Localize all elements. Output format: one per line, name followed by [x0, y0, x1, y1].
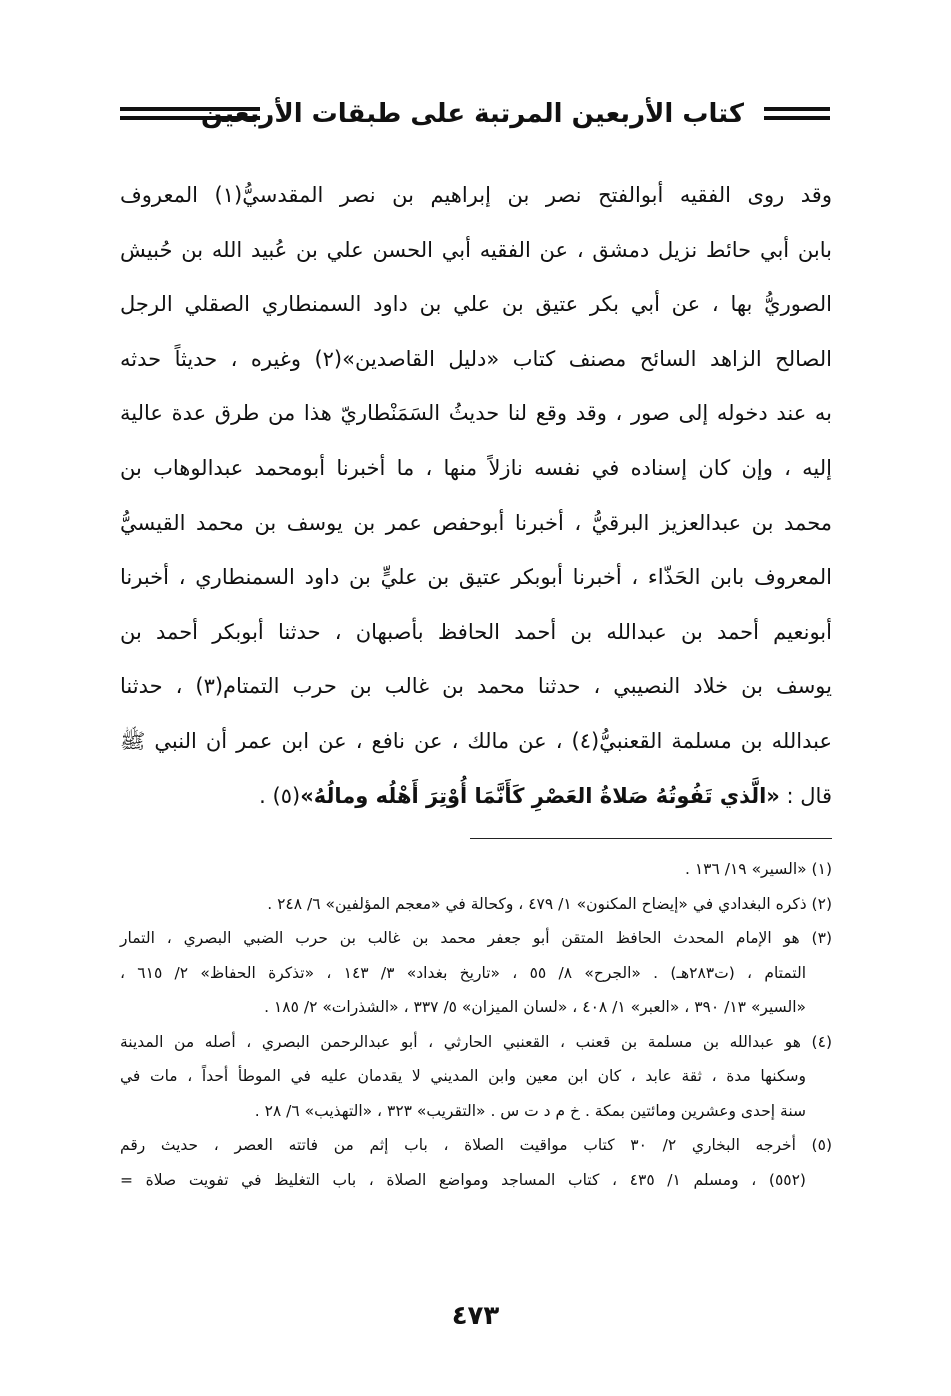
book-title: كتاب الأربعين المرتبة على طبقات الأربعين: [200, 99, 744, 129]
footnote-line: (٤) هو عبدالله بن مسلمة بن قعنب ، القعنبي الحارثي ، أبو عبدالرحمن البصري ، أصله من المدينة: [120, 1032, 832, 1051]
footnote-line: (٣) هو الإمام المحدث الحافظ المتقن أبو جعفر محمد بن غالب بن حرب الضبي البصري ، التمار: [120, 929, 832, 947]
hadith-text: «الَّذي تَفُوتُهُ صَلاةُ العَصْرِ كَأَنَّمَا أُوْتِرَ أَهْلُه ومالُهُ»: [300, 783, 780, 808]
footnote-line: (٥) أخرجه البخاري ٢/ ٣٠ كتاب مواقيت الصلاة ، باب إثم من فاتته العصر ، حديث رقم: [120, 1136, 832, 1154]
footnote-line: (٢) ذكره البغدادي في «إيضاح المكنون» ١/ ٤٧٩ ، وكحالة في «معجم المؤلفين» ٦/ ٢٤٨ .: [267, 894, 832, 913]
text-line-last: [120, 769, 832, 824]
text-line: عبدالله بن مسلمة القعنبيُّ(٤) ، عن مالك ، عن نافع ، عن ابن عمر أن النبي ﷺ: [120, 728, 833, 753]
text-line: به عند دخوله إلى صور ، وقد وقع لنا حديثُ السَمَنْطاريّ هذا من طرق عدة عالية: [120, 401, 832, 426]
footnote-separator: [470, 838, 832, 839]
text-line: الصوريُّ بها ، عن أبي بكر عتيق بن علي بن داود السمنطاري الصقلي الرجل: [120, 292, 832, 317]
footnote-line: سنة إحدى وعشرين ومائتين بمكة . خ م د ت س . «التقريب» ٣٢٣ ، «التهذيب» ٦/ ٢٨ .: [254, 1101, 806, 1120]
text-line: وقد روى الفقيه أبوالفتح نصر بن إبراهيم بن نصر المقدسيُّ(١) المعروف: [120, 183, 832, 207]
text-line: الصالح الزاهد السائح مصنف كتاب «دليل القاصدين»(٢) وغيره ، حديثاً حدثه: [120, 346, 832, 371]
footnote-line: التمتام ، (ت٢٨٣هـ) . «الجرح» ٨/ ٥٥ ، «تاريخ بغداد» ٣/ ١٤٣ ، «تذكرة الحفاظ» ٢/ ٦١٥ ،: [120, 963, 807, 982]
page-number: ٤٧٣: [451, 1301, 500, 1331]
running-header: [120, 92, 830, 142]
main-text: [120, 168, 832, 823]
header-rule-line: [764, 116, 830, 120]
footnote-line: (٥٥٢) ، ومسلم ١/ ٤٣٥ ، كتاب المساجد ومواضع الصلاة ، باب التغليظ في تفويت صلاة =: [120, 1170, 806, 1189]
quote-intro: قال :: [779, 783, 832, 808]
text-line: بابن أبي حائط نزيل دمشق ، عن الفقيه أبي الحسن علي بن عُبيد الله بن حُبيش: [120, 237, 832, 262]
header-rule-right: [764, 107, 830, 121]
text-line: أبونعيم أحمد بن عبدالله بن أحمد الحافظ بأصبهان ، حدثنا أبوبكر أحمد بن: [120, 619, 832, 644]
footnotes: [120, 852, 832, 1197]
footnote-line: «السير» ١٣/ ٣٩٠ ، «العبر» ١/ ٤٠٨ ، «لسان الميزان» ٥/ ٣٣٧ ، «الشذرات» ٢/ ١٨٥ .: [264, 998, 806, 1016]
text-line: محمد بن عبدالعزيز البرقيُّ ، أخبرنا أبوحفص عمر بن يوسف بن محمد القيسيُّ: [120, 510, 832, 535]
header-rule-line: [764, 107, 830, 111]
text-line: المعروف بابن الحَذّاء ، أخبرنا أبوبكر عتيق بن عليٍّ بن داود السمنطاري ، أخبرنا: [120, 565, 832, 590]
text-line: يوسف بن خلاد النصيبي ، حدثنا محمد بن غالب بن حرب التمتام(٣) ، حدثنا: [120, 674, 832, 699]
footnote-ref: (٥) .: [259, 783, 301, 808]
footnote-line: (١) «السير» ١٩/ ١٣٦ .: [684, 860, 832, 878]
footnote-line: وسكنها مدة ، ثقة عابد ، كان ابن معين وابن المديني لا يقدمان عليه في الموطأ أحداً ، مات في: [120, 1067, 806, 1085]
text-line: إليه ، وإن كان إسناده في نفسه نازلاً منها ، ما أخبرنا أبومحمد عبدالوهاب بن: [120, 455, 832, 480]
